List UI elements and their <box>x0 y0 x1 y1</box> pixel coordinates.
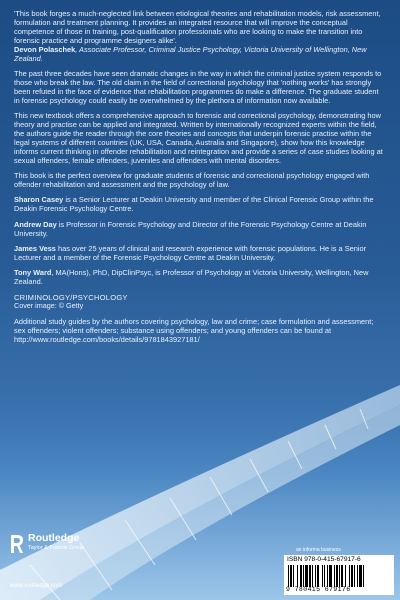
isbn-barcode-box <box>284 555 394 595</box>
routledge-r-icon <box>10 534 24 554</box>
informa-business-tag: an informa business <box>296 547 341 553</box>
isbn-label: ISBN 978-0-415-67917-6 <box>287 556 361 563</box>
quote-author-role: , Associate Professor, Criminal Justice Psychology, Victoria University of Wellington, New Zealand. <box>14 44 367 63</box>
quote-author: Devon Polaschek <box>14 44 76 54</box>
author-bio-text: has over 25 years of clinical and research experience with forensic populations. He is a Senior Lecturer and a member of the Forensic Psychology Centre at Deakin University. <box>14 243 367 262</box>
additional-resources: Additional study guides by the authors covering psychology, law and crime; case formulation and assessment; sex offenders; violent offenders; substance using offenders; and young offenders can be found at http://www.routledge.com/books/details/9781843927181/ <box>14 316 374 344</box>
publisher-group: Taylor & Francis Group <box>28 545 85 551</box>
author-bio-text: is a Senior Lecturer at Deakin University and member of the Clinical Forensic Group within the Deakin Forensic Psychology Centre. <box>14 195 374 214</box>
description-paragraph: This book is the perfect overview for graduate students of forensic and correctional psychology engaged with offender rehabilitation and assessment and the psychology of law. <box>14 171 370 189</box>
barcode-icon <box>287 565 391 587</box>
barcode-digits: 9 780415 679176 <box>286 586 351 593</box>
author-bio <box>14 269 386 287</box>
cover-image-credit: Cover image: © Getty <box>14 301 84 311</box>
author-bio <box>14 221 386 239</box>
author-name: Andrew Day <box>14 219 57 229</box>
subject-category: CRIMINOLOGY/PSYCHOLOGY <box>14 292 128 302</box>
back-cover-text <box>14 10 386 351</box>
endorsement-quote <box>14 10 386 63</box>
description-paragraph: This new textbook offers a comprehensive approach to forensic and correctional psychology, demonstrating how theory and practise can be applied and integrated. Written by internationally recognized experts within the field, the authors guide the reader through the core theories and concepts that underpin forensic practise within the legal systems of different countries (UK, USA, Canada, Australia and Singapore), show how this knowledge informs current thinking in offender rehabilitation and reintegration and provide a series of case studies looking at sexual offenders, female offenders, juveniles and offenders with mental disorders. <box>14 111 383 165</box>
publisher-name: Routledge <box>28 532 80 544</box>
publisher-website: www.routledge.com <box>10 583 63 589</box>
author-name: Sharon Casey <box>14 195 64 205</box>
description-paragraph: The past three decades have seen dramatic changes in the way in which the criminal justice system responds to those who break the law. The old claim in the field of correctional psychology that 'nothing works' has strongly been refuted in the face of evidence that rehabilitation programmes do make a difference. The graduate student in forensic psychology could easily be overwhelmed by the plethora of information now available. <box>14 68 382 105</box>
author-name: James Vess <box>14 243 56 253</box>
author-bio-text: is Professor in Forensic Psychology and Director of the Forensic Psychology Centre at Deakin University. <box>14 219 367 238</box>
author-bio-text: , MA(Hons), PhD, DipClinPsyc, is Professor of Psychology at Victoria University, Wellington, New Zealand. <box>14 268 369 287</box>
author-bio <box>14 245 386 263</box>
author-bio <box>14 196 386 214</box>
quote-text: 'This book forges a much-neglected link between etiological theories and rehabilitation models, risk assessment, formulation and treatment planning. It provides an integrated resource that will improve the conceptual competence of those in training, post-qualification professionals who are looking to make the transition into forensic practice and programme designers alike'. <box>14 9 381 45</box>
author-name: Tony Ward <box>14 268 52 278</box>
